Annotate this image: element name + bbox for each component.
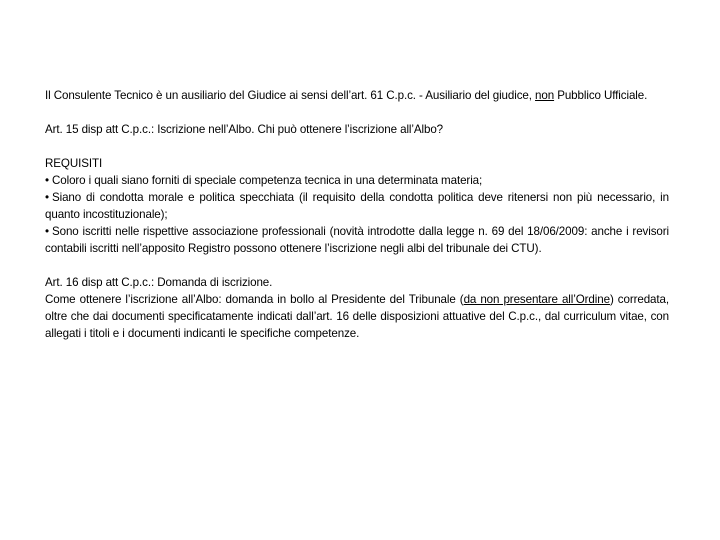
requisiti-item-text: Siano di condotta morale e politica specchiata (il requisito della condotta politica deve ritenersi non più necessario, in quanto incostituzionale); (45, 191, 669, 221)
art16-body-text-end: ) corredata, oltre che dai documenti specificatamente indicati dall’art. 16 delle disposizioni attuative del C.p.c., dal curriculum vitae, con allegati i titoli e i documenti indicanti le specifiche competenze. (45, 293, 669, 340)
spacer (45, 138, 669, 155)
art15-heading: Art. 15 disp att C.p.c.: Iscrizione nell’Albo. Chi può ottenere l’iscrizione all’Albo? (45, 123, 444, 136)
intro-paragraph (45, 87, 669, 104)
art16-body (45, 291, 669, 342)
requisiti-item-text: Coloro i quali siano forniti di speciale competenza tecnica in una determinata materia; (51, 174, 483, 187)
intro-underlined-non: non (535, 89, 555, 102)
spacer (45, 257, 669, 274)
bullet-icon: • (45, 174, 49, 187)
slide-text-block (45, 87, 669, 342)
art16-heading: Art. 16 disp att C.p.c.: Domanda di iscrizione. (45, 276, 273, 289)
requisiti-item (45, 223, 669, 257)
spacer (45, 104, 669, 121)
requisiti-item-text: Sono iscritti nelle rispettive associazione professionali (novità introdotte dalla legge n. 69 del 18/06/2009: anche i revisori contabili iscritti nell’apposito Registro possono ottenere l’iscrizione negli albi del tribunale dei CTU). (45, 225, 669, 255)
bullet-icon: • (45, 225, 49, 238)
requisiti-item (45, 172, 669, 189)
bullet-icon: • (45, 191, 49, 204)
intro-text-end: Pubblico Ufficiale. (554, 89, 648, 102)
art16-underlined-text: da non presentare all’Ordine (463, 293, 610, 306)
art16-body-text: Come ottenere l’iscrizione all’Albo: domanda in bollo al Presidente del Tribunale ( (45, 293, 464, 306)
requisiti-title: REQUISITI (45, 157, 103, 170)
intro-text: Il Consulente Tecnico è un ausiliario del Giudice ai sensi dell’art. 61 C.p.c. - Ausiliario del giudice, (45, 89, 536, 102)
requisiti-item (45, 189, 669, 223)
